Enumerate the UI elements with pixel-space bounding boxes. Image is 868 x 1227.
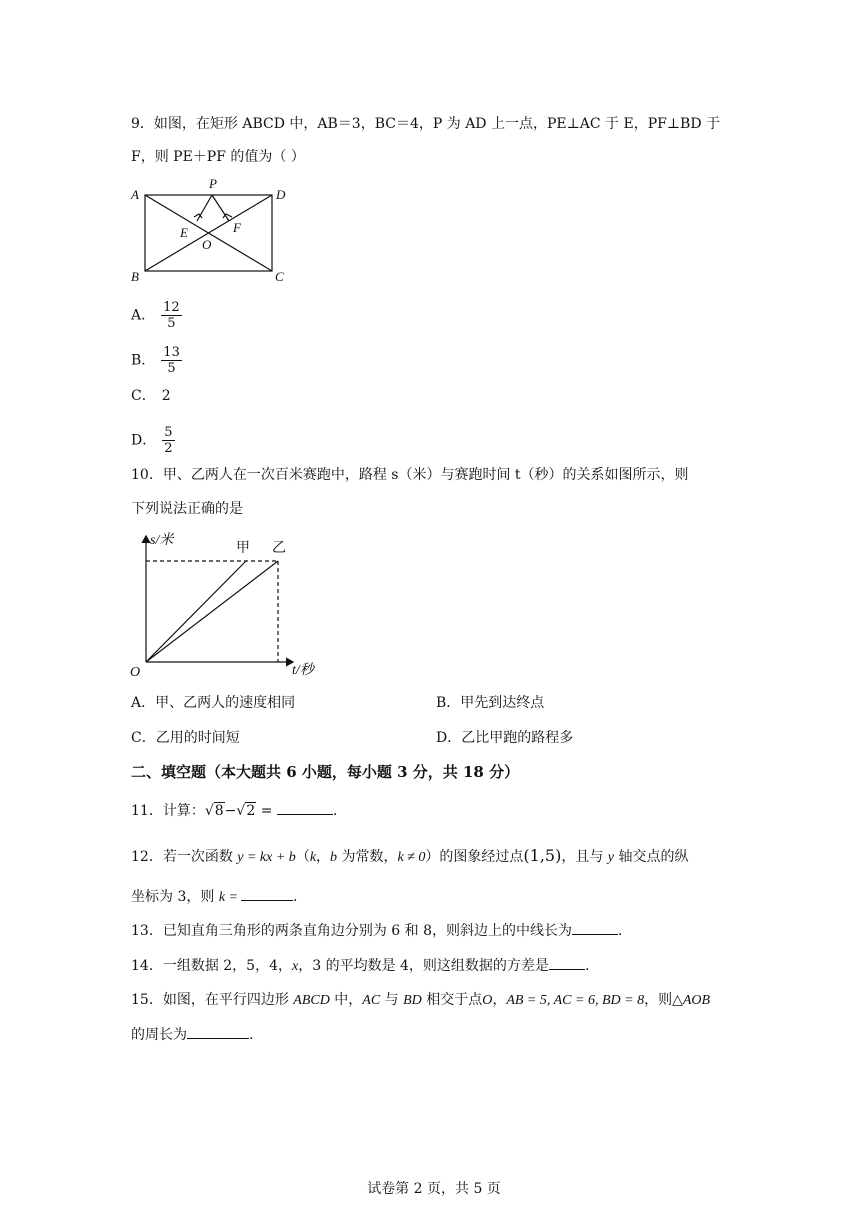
numerator: 12	[163, 300, 180, 315]
text: ，	[492, 992, 507, 1008]
condition: k ≠ 0	[397, 850, 426, 865]
line-jia-label: 甲	[236, 541, 250, 556]
radicand: 8	[214, 803, 224, 819]
q9-option-c	[131, 386, 171, 406]
q10-option-c: C．乙用的时间短	[131, 730, 240, 746]
text: 中，	[329, 992, 363, 1008]
formula: y = kx + b	[237, 850, 296, 865]
q9-rectangle-figure	[128, 175, 298, 287]
sqrt-sign: √	[204, 803, 214, 819]
x-axis-label: t/秒	[292, 663, 314, 678]
q9-option-d	[131, 425, 175, 456]
answer-blank	[572, 920, 618, 935]
q15-line2	[131, 1024, 253, 1045]
text: 坐标为 3，则	[131, 889, 219, 905]
text: 13．已知直角三角形的两条直角边分别为 6 和 8，则斜边上的中线长为	[131, 923, 572, 939]
section-title: 二、填空题（本大题共 6 小题，每小题 3 分，共 18 分）	[131, 763, 520, 781]
answer-blank	[187, 1024, 249, 1039]
segment-bd: BD	[403, 993, 422, 1008]
page-footer: 试卷第 2 页，共 5 页	[367, 1181, 501, 1197]
line-jia	[146, 561, 246, 662]
q10-stem-line1: 10．甲、乙两人在一次百米赛跑中，路程 s（米）与赛跑时间 t（秒）的关系如图所示，则	[131, 467, 689, 483]
q9-option-a	[131, 300, 182, 331]
text: 轴交点的纵	[614, 849, 689, 865]
segment-pe	[197, 195, 212, 221]
triangle-aob: △AOB	[672, 993, 711, 1008]
text: ，	[316, 849, 331, 865]
denominator: 2	[164, 441, 173, 456]
option-key: B．	[131, 352, 156, 369]
text: 15．如图，在平行四边形	[131, 992, 294, 1008]
segment-ac: AC	[362, 993, 381, 1008]
q10-stem-line2: 下列说法正确的是	[131, 501, 243, 517]
text: ，且与	[561, 849, 608, 865]
text: 12．若一次函数	[131, 849, 238, 865]
q10-option-a: A．甲、乙两人的速度相同	[131, 695, 296, 711]
label-p: P	[209, 176, 217, 191]
option-value: 2	[161, 388, 171, 404]
q14	[131, 955, 589, 977]
variable-x: x	[292, 959, 299, 974]
text: ，则	[644, 992, 673, 1008]
text: 相交于点	[421, 992, 483, 1008]
fraction	[161, 300, 182, 331]
text: ）的图象经过点	[425, 849, 524, 865]
text: 与	[380, 992, 404, 1008]
denominator: 5	[167, 316, 176, 331]
fraction	[161, 345, 182, 376]
numerator: 5	[164, 425, 173, 440]
equals-sign: =	[256, 803, 277, 819]
shape-name: ABCD	[293, 993, 330, 1008]
text: 为常数，	[337, 849, 398, 865]
radicand: 2	[246, 803, 256, 819]
variable-k: k	[309, 850, 317, 865]
q10-option-d: D．乙比甲跑的路程多	[436, 730, 574, 746]
line-yi	[146, 561, 278, 662]
text: ，3 的平均数是 4，则这组数据的方差是	[298, 958, 549, 974]
q15-line1	[131, 990, 710, 1011]
q9-stem-line1: 9．如图，在矩形 ABCD 中，AB＝3，BC＝4，P 为 AD 上一点，PE⊥AC 于 E，PF⊥BD 于	[131, 116, 720, 132]
option-key: A．	[131, 307, 156, 324]
numerator: 13	[163, 345, 180, 360]
answer-blank	[549, 955, 585, 970]
period: .	[617, 923, 623, 939]
text: （	[295, 849, 310, 865]
fraction	[162, 425, 174, 456]
variable-k: k =	[218, 890, 238, 905]
option-key: C．	[131, 388, 156, 404]
q12-line1	[131, 846, 688, 868]
denominator: 5	[167, 361, 176, 376]
answer-blank	[277, 800, 333, 815]
variable-y: y	[607, 850, 614, 865]
period: .	[584, 958, 590, 974]
answer-blank	[241, 886, 293, 901]
q11-prefix: 11．计算：	[131, 803, 205, 819]
point-o: O	[482, 993, 493, 1008]
label-f: F	[233, 220, 241, 235]
q9-option-b	[131, 345, 182, 376]
origin-label: O	[130, 665, 141, 680]
q12-line2	[131, 886, 297, 908]
variable-b: b	[330, 850, 338, 865]
label-a: A	[131, 187, 139, 202]
label-b: B	[131, 269, 139, 284]
q10-option-b: B．甲先到达终点	[436, 695, 545, 711]
q10-distance-time-graph	[128, 528, 328, 680]
line-yi-label: 乙	[272, 541, 286, 556]
q13	[131, 920, 622, 941]
point: (1,5)	[523, 846, 562, 865]
period: .	[249, 1027, 254, 1043]
period: .	[292, 889, 298, 905]
label-c: C	[275, 269, 284, 284]
segment-pf	[212, 195, 229, 221]
text: 14．一组数据 2，5，4，	[131, 958, 292, 974]
q11	[131, 800, 337, 821]
label-d: D	[276, 187, 286, 202]
text: 的周长为	[131, 1027, 187, 1043]
y-axis-label: s/米	[150, 533, 174, 548]
given-values: AB = 5, AC = 6, BD = 8	[506, 993, 645, 1008]
minus-sign: −	[224, 803, 237, 819]
sqrt-sign: √	[236, 803, 246, 819]
label-o: O	[202, 237, 212, 252]
option-key: D．	[131, 432, 157, 449]
period: .	[332, 803, 338, 819]
label-e: E	[180, 225, 188, 240]
q9-stem-line2: F，则 PE＋PF 的值为（ ）	[131, 149, 305, 165]
